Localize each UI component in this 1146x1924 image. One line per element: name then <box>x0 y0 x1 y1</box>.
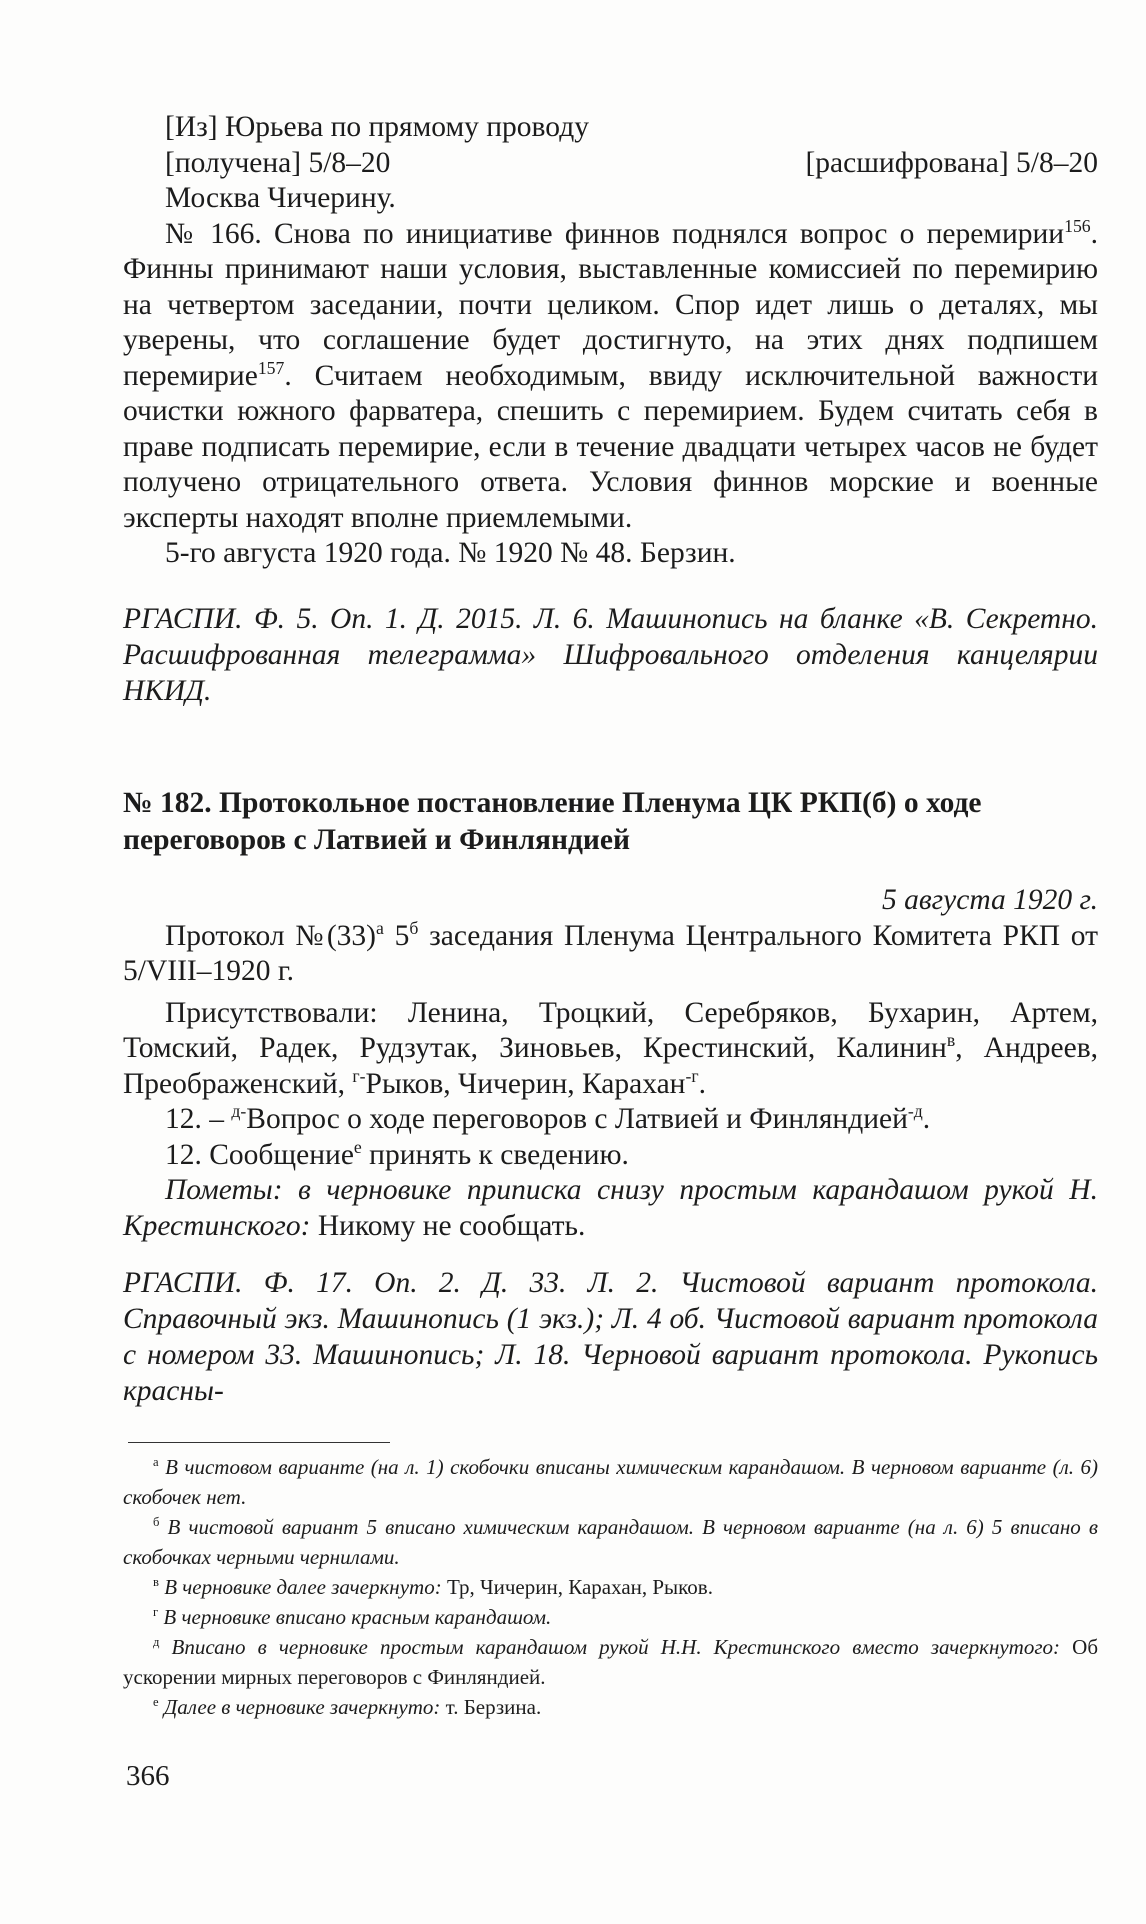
footnote-mark: а <box>153 1455 159 1470</box>
footnote <box>123 1452 1098 1512</box>
footnote-ref: д- <box>231 1101 247 1122</box>
agenda-text: Вопрос о ходе переговоров с Латвией и Финляндией <box>246 1103 908 1135</box>
decoded-date: [расшифрована] 5/8–20 <box>805 146 1098 179</box>
telegram-body-part: . Считаем необходимым, ввиду исключительной важности очистки южного фарватера, спешить с перемирием. Будем считать себя в праве подписать перемирие, если в течение двадцати четырех часов не будет получено отрицательного ответа. Условия финнов морские и военные эксперты находят вполне приемлемыми. <box>123 359 1098 534</box>
protocol-text: Протокол №(33) <box>165 919 376 952</box>
telegram-block <box>123 110 1098 572</box>
agenda-item <box>123 1102 1098 1138</box>
footnote-italic: В черновике далее зачеркнуто: <box>164 1575 442 1599</box>
footnote-divider <box>128 1442 390 1443</box>
footnote-mark: г <box>153 1605 159 1620</box>
footnote-plain: т. Берзина. <box>440 1695 542 1719</box>
telegram-source: РГАСПИ. Ф. 5. Оп. 1. Д. 2015. Л. 6. Машинопись на бланке «В. Секретно. Расшифрованная телеграмма» Шифровального отделения канцелярии НКИД. <box>123 603 1098 707</box>
footnote <box>123 1632 1098 1692</box>
decision-text: принять к сведению. <box>361 1138 629 1171</box>
footnote <box>123 1692 1098 1722</box>
document-heading-block <box>123 785 1098 859</box>
footnote-italic: Вписано в черновике простым карандашом рукой Н.Н. Крестинского вместо зачеркнутого: <box>171 1635 1061 1659</box>
footnote-ref: г- <box>352 1065 366 1086</box>
telegram-signature: 5-го августа 1920 года. № 1920 № 48. Берзин. <box>165 537 736 569</box>
footnote-italic: В чистовом варианте (на л. 1) скобочки вписаны химическим карандашом. В черновом варианте (л. 6) скобочек нет. <box>123 1455 1098 1509</box>
agenda-text: 12. – <box>165 1103 232 1135</box>
telegram-body <box>123 217 1098 537</box>
endnote-ref: 157 <box>257 357 285 378</box>
footnote-ref: -д <box>907 1101 923 1122</box>
footnote-plain: Об ускорении мирных переговоров с Финляндией. <box>123 1635 1098 1689</box>
footnote <box>123 1572 1098 1602</box>
footnote-italic: В чистовой вариант 5 вписано химическим карандашом. В черновом варианте (на л. 6) 5 вписано в скобочках черными чернилами. <box>123 1515 1099 1569</box>
telegram-dates <box>123 146 1098 182</box>
marginal-notes <box>123 1173 1098 1244</box>
footnote <box>123 1602 1098 1632</box>
protocol-text: 5 <box>383 919 410 952</box>
footnote-italic: Далее в черновике зачеркнуто: <box>163 1695 441 1719</box>
telegram-body-part: № 166. Снова по инициативе финнов поднялся вопрос о перемирии <box>165 217 1065 250</box>
attendees <box>123 996 1098 1103</box>
attendees-text: . <box>698 1067 706 1100</box>
document-title: № 182. Протокольное постановление Пленума ЦК РКП(б) о ходе переговоров с Латвией и Финляндией <box>123 787 982 856</box>
footnote <box>123 1512 1098 1572</box>
received-date: [получена] 5/8–20 <box>165 146 391 179</box>
document-body <box>123 883 1098 1244</box>
footnote-ref: в <box>946 1030 956 1051</box>
notes-text: Никому не сообщать. <box>310 1209 586 1242</box>
attendees-text: Присутствовали: Ленина, Троцкий, Серебряков, Бухарин, Артем, Томский, Радек, Рудзутак, Зиновьев, Крестинский, Калинин <box>123 996 1098 1064</box>
protocol-text: заседания Пленума Центрального Комитета РКП от 5/VIII–1920 г. <box>123 919 1098 987</box>
footnotes <box>123 1452 1098 1722</box>
decision <box>123 1138 1098 1174</box>
footnote-ref: е <box>353 1136 362 1157</box>
footnote-mark: е <box>153 1695 159 1710</box>
document-source: РГАСПИ. Ф. 17. Оп. 2. Д. 33. Л. 2. Чистовой вариант протокола. Справочный экз. Машинопись (1 экз.); Л. 4 об. Чистовой вариант протокола с номером 33. Машинопись; Л. 18. Черновой вариант протокола. Рукопись красны- <box>123 1267 1098 1407</box>
footnote-ref: а <box>376 917 384 938</box>
telegram-body-part: . Финны принимают наши условия, выставленные комиссией по перемирию на четвертом заседании, почти целиком. Спор идет лишь о деталях, мы уверены, что соглашение будет достигнуто, на этих днях подпишем перемирие <box>123 217 1098 392</box>
footnote-mark: в <box>153 1575 159 1590</box>
footnote-ref: б <box>409 917 419 938</box>
footnote-plain: Тр, Чичерин, Карахан, Рыков. <box>441 1575 713 1599</box>
footnote-mark: д <box>153 1635 160 1650</box>
footnote-ref: -г <box>685 1065 699 1086</box>
telegram-address: Москва Чичерину. <box>165 182 396 214</box>
attendees-text: Рыков, Чичерин, Карахан <box>365 1067 686 1100</box>
notes-label: Пометы: в черновике приписка снизу простым карандашом рукой Н. Крестинского: <box>123 1174 1098 1242</box>
endnote-ref: 156 <box>1064 215 1091 236</box>
protocol-line <box>123 919 1098 990</box>
footnote-italic: В черновике вписано красным карандашом. <box>163 1605 552 1629</box>
document-date: 5 августа 1920 г. <box>881 884 1098 916</box>
footnote-mark: б <box>153 1515 160 1530</box>
page-number: 366 <box>126 1760 170 1792</box>
telegram-header: [Из] Юрьева по прямому проводу <box>165 111 589 143</box>
agenda-text: . <box>922 1103 931 1135</box>
decision-text: 12. Сообщение <box>165 1138 354 1171</box>
attendees-text: , Андреев, Преображенский, <box>123 1032 1099 1100</box>
